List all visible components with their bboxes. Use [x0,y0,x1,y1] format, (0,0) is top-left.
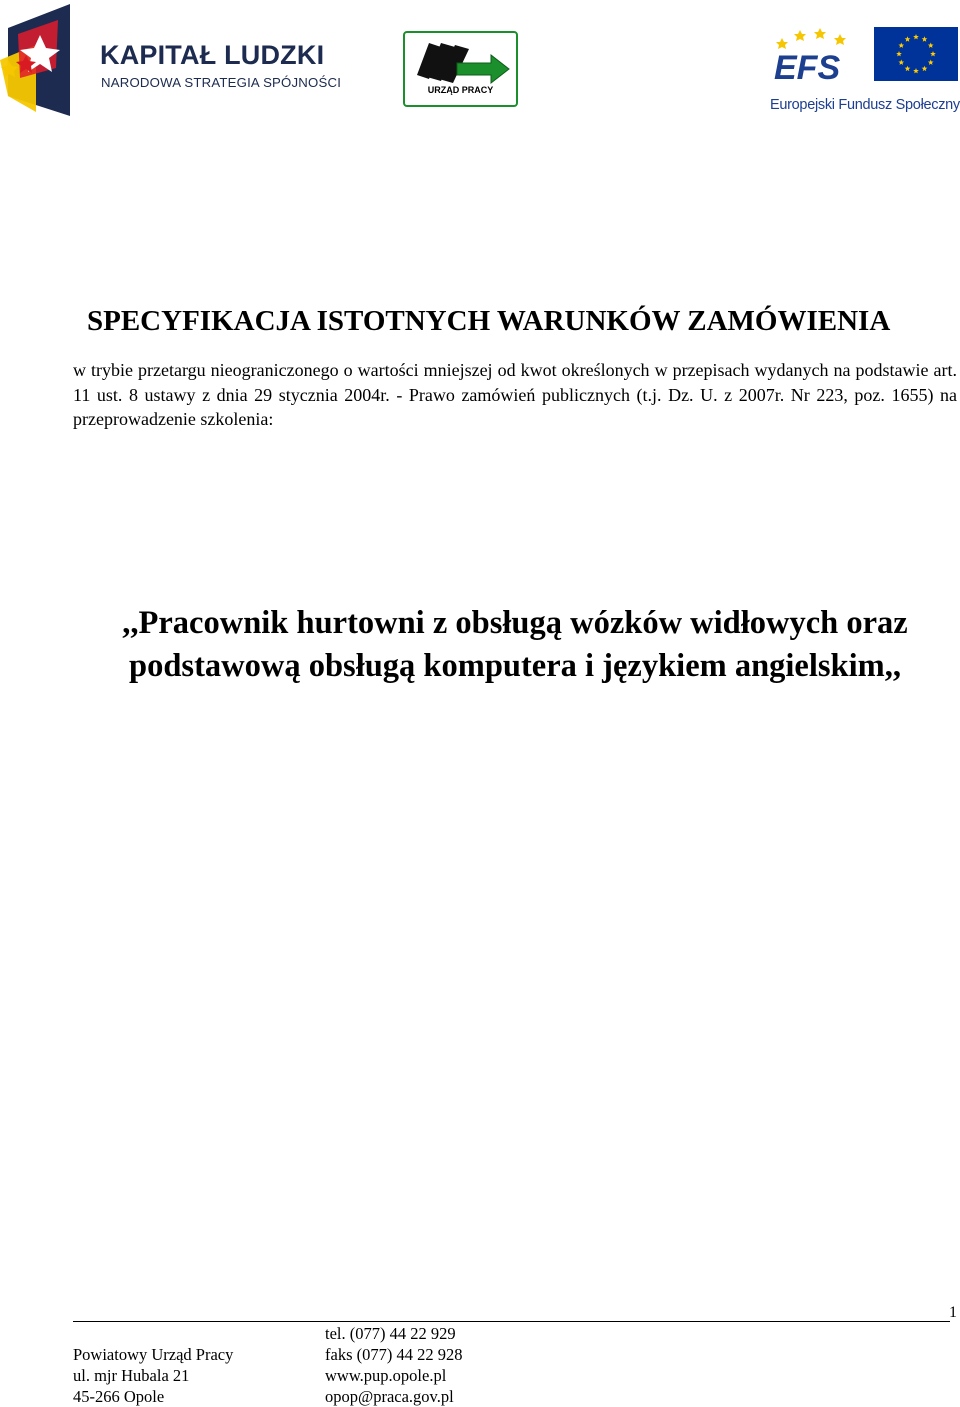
footer-email[interactable]: opop@praca.gov.pl [325,1387,454,1406]
urzad-pracy-label: URZĄD PRACY [427,85,494,95]
kapital-ludzki-subtitle: NARODOWA STRATEGIA SPÓJNOŚCI [101,75,342,90]
footer-divider [73,1321,950,1322]
footer-contact [325,1323,462,1407]
footer-city: 45-266 Opole [73,1387,165,1406]
kapital-ludzki-title: KAPITAŁ LUDZKI [100,40,325,70]
page-number: 1 [949,1304,957,1321]
footer-fax: faks (077) 44 22 928 [325,1345,463,1364]
footer-phone: tel. (077) 44 22 929 [325,1324,456,1343]
footer-street: ul. mjr Hubala 21 [73,1366,190,1385]
footer-address [73,1344,233,1407]
urzad-pracy-logo [403,31,518,107]
footer-office-name: Powiatowy Urząd Pracy [73,1345,234,1364]
course-title: ,,Pracownik hurtowni z obsługą wózków widłowych oraz podstawową obsługą komputera i językiem angielskim,, [122,605,908,684]
efs-wordmark: EFS [774,49,841,87]
efs-logo [770,24,960,94]
efs-caption: Europejski Fundusz Społeczny [770,97,960,113]
document-title: SPECYFIKACJA ISTOTNYCH WARUNKÓW ZAMÓWIENIA [87,305,891,337]
document-intro: w trybie przetargu nieograniczonego o wartości mniejszej od kwot określonych w przepisach wydanych na podstawie art. 11 ust. 8 ustawy z dnia 29 stycznia 2004r. - Prawo zamówień publicznych (t.j. Dz. U. z 2007r. Nr 223, poz. 1655) na przeprowadzenie szkolenia: [73,360,957,430]
footer-website[interactable]: www.pup.opole.pl [325,1366,447,1385]
